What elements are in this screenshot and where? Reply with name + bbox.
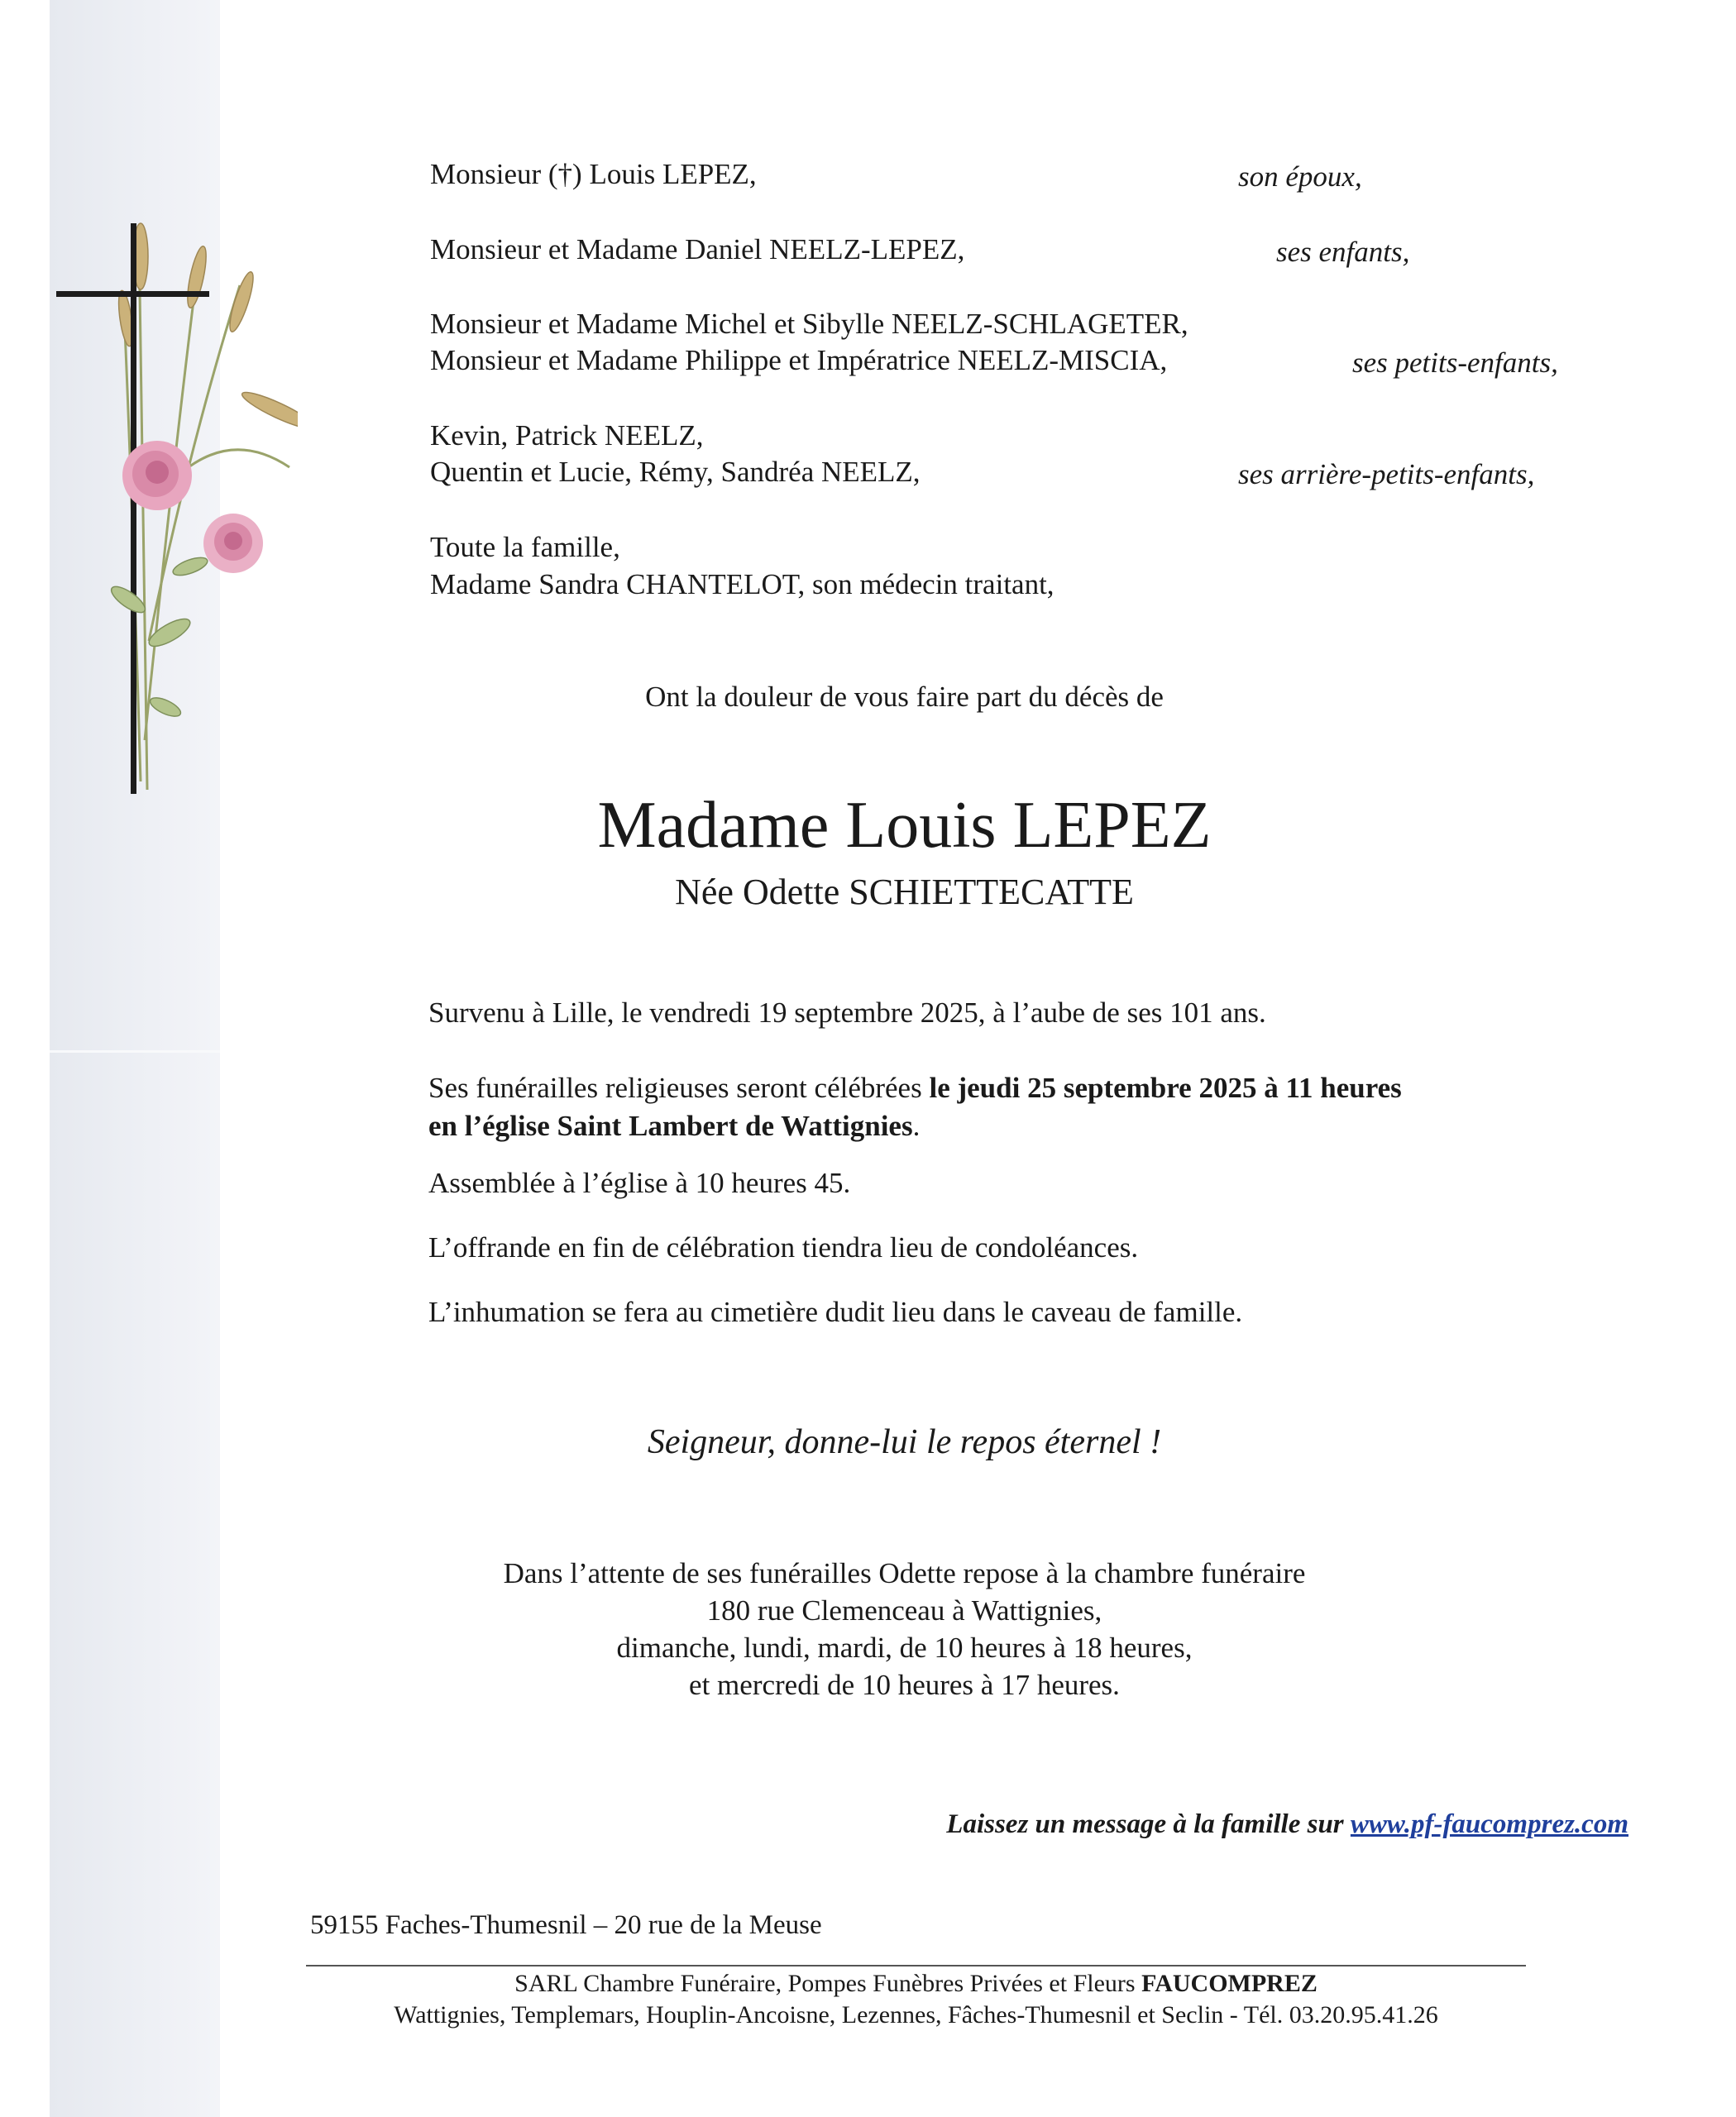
wheat-ears <box>116 223 298 434</box>
family-name-line: Madame Sandra CHANTELOT, son médecin traitant, <box>430 568 1055 600</box>
footer-company-prefix: SARL Chambre Funéraire, Pompes Funèbres Privées et Fleurs <box>514 1970 1142 1997</box>
funeral-suffix: . <box>912 1110 921 1142</box>
offering-info: L’offrande en fin de célébration tiendra lieu de condoléances. <box>428 1231 1139 1264</box>
footer-company-name: FAUCOMPREZ <box>1141 1970 1318 1997</box>
footer-locations: Wattignies, Templemars, Houplin-Ancoisne, Lezennes, Fâches-Thumesnil et Seclin - Tél. 03.20.95.41.26 <box>394 2001 1438 2029</box>
fold-line <box>50 1050 220 1053</box>
family-name-line: Kevin, Patrick NEELZ, <box>430 419 704 452</box>
family-name-line: Quentin et Lucie, Rémy, Sandréa NEELZ, <box>430 456 921 488</box>
family-name-line: Monsieur et Madame Philippe et Impératrice NEELZ-MISCIA, <box>430 344 1168 376</box>
wake-line: dimanche, lundi, mardi, de 10 heures à 18 heures, <box>616 1632 1193 1664</box>
wake-line: 180 rue Clemenceau à Wattignies, <box>706 1594 1102 1627</box>
assembly-info: Assemblée à l’église à 10 heures 45. <box>428 1167 851 1199</box>
death-notice: Survenu à Lille, le vendredi 19 septembre 2025, à l’aube de ses 101 ans. <box>428 996 1266 1029</box>
announcement-intro: Ont la douleur de vous faire part du décès de <box>645 681 1164 713</box>
leaves <box>108 554 209 720</box>
funeral-date: le jeudi 25 septembre 2025 à 11 heures <box>929 1072 1402 1104</box>
burial-info: L’inhumation se fera au cimetière dudit lieu dans le caveau de famille. <box>428 1296 1243 1328</box>
guestbook-message <box>946 1809 1628 1840</box>
cross-flowers-ornament <box>50 211 298 806</box>
footer-company <box>306 1966 1526 2001</box>
rose-lower-icon <box>203 514 263 573</box>
agency-address: 59155 Faches-Thumesnil – 20 rue de la Meuse <box>310 1910 822 1940</box>
funeral-prefix: Ses funérailles religieuses seront célébrées <box>428 1072 930 1104</box>
wake-line: Dans l’attente de ses funérailles Odette repose à la chambre funéraire <box>503 1557 1306 1589</box>
wake-info <box>220 1555 1589 1704</box>
family-name-line: Toute la famille, <box>430 531 620 563</box>
website-link[interactable]: www.pf-faucomprez.com <box>1350 1809 1628 1839</box>
deceased-name: Madame Louis LEPEZ <box>597 789 1212 862</box>
family-name-line: Monsieur (†) Louis LEPEZ, <box>430 158 757 190</box>
relation-label: son époux, <box>1238 160 1362 193</box>
funeral-place: en l’église Saint Lambert de Wattignies <box>428 1110 913 1142</box>
wake-line: et mercredi de 10 heures à 17 heures. <box>689 1669 1120 1701</box>
cross <box>56 223 209 794</box>
relation-label: ses arrière-petits-enfants, <box>1238 458 1535 490</box>
rose-upper-icon <box>122 441 192 510</box>
funeral-details <box>428 1069 1402 1145</box>
family-name-line: Monsieur et Madame Michel et Sibylle NEELZ-SCHLAGETER, <box>430 308 1188 340</box>
relation-label: ses petits-enfants, <box>1352 346 1558 379</box>
message-text: Laissez un message à la famille sur <box>946 1809 1351 1839</box>
family-name-line: Monsieur et Madame Daniel NEELZ-LEPEZ, <box>430 233 965 265</box>
relation-label: ses enfants, <box>1276 236 1410 268</box>
prayer: Seigneur, donne-lui le repos éternel ! <box>647 1423 1162 1461</box>
maiden-name: Née Odette SCHIETTECATTE <box>675 872 1134 912</box>
